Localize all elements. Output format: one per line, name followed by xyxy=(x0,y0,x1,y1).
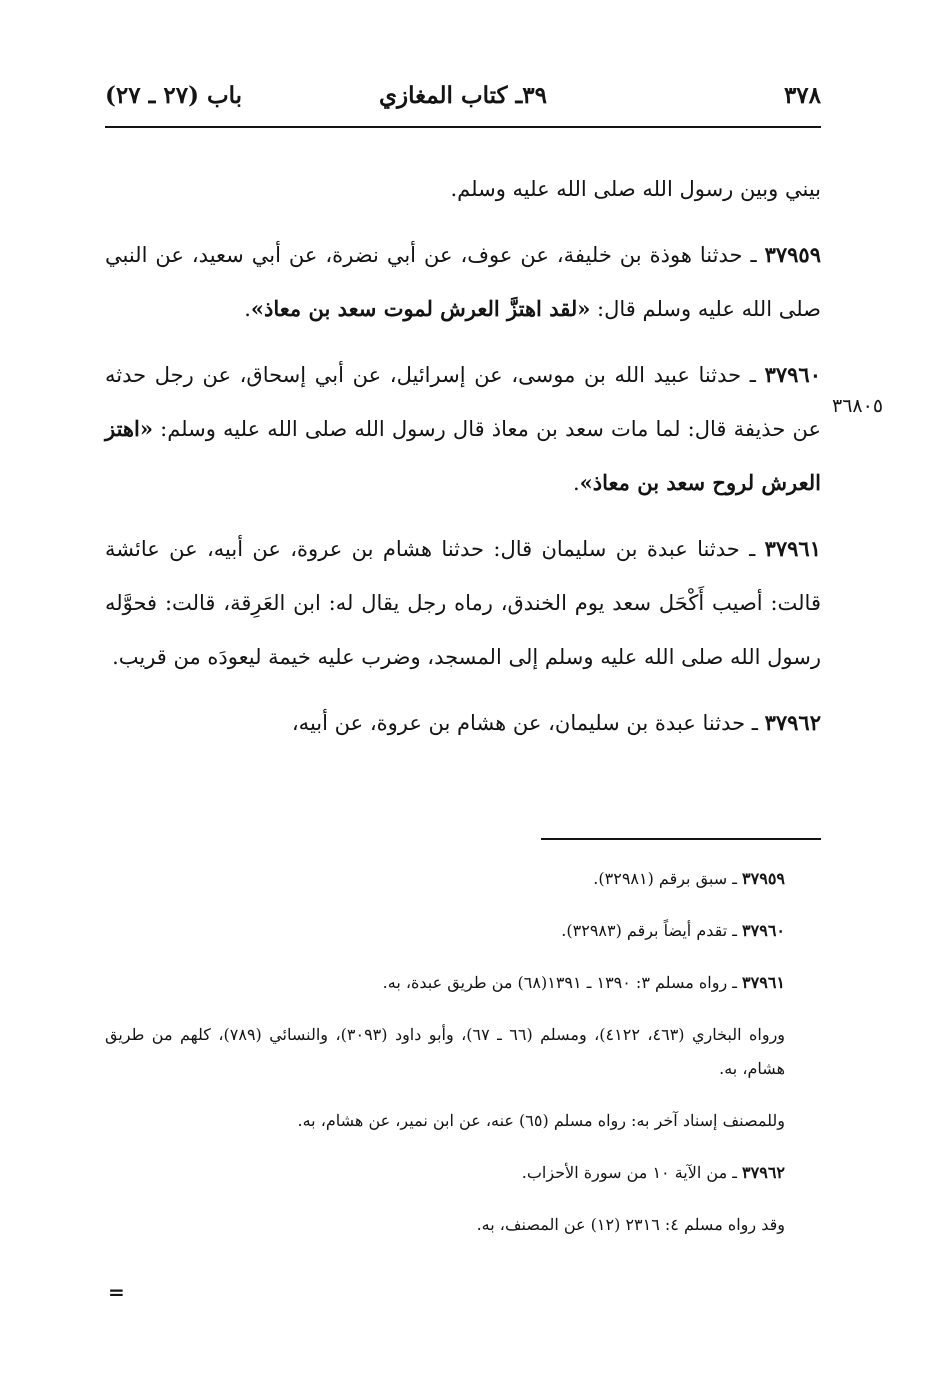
paragraph-continuation xyxy=(105,162,821,216)
hadith-number: ٣٧٩٦١ xyxy=(764,536,821,561)
margin-reference: ٣٦٨٠٥ xyxy=(832,395,884,417)
hadith-end: . xyxy=(244,297,251,321)
hadith-number: ٣٧٩٦٠ xyxy=(764,362,821,387)
hadith-quote: «لقد اهتزَّ العرش لموت سعد بن معاذ» xyxy=(250,296,591,321)
hadith-text: ـ حدثنا هوذة بن خليفة، عن عوف، عن أبي نضرة، عن أبي سعيد، عن النبي صلى الله عليه وسلم قال: xyxy=(105,243,821,321)
hadith-paragraph xyxy=(105,522,821,684)
continuation-mark: = xyxy=(108,1280,125,1304)
footnote xyxy=(105,862,785,896)
footnote xyxy=(105,966,785,1000)
footnote-number: ٣٧٩٦١ xyxy=(742,973,785,992)
hadith-text: ـ حدثنا عبدة بن سليمان، عن هشام بن عروة، عن أبيه، xyxy=(291,711,765,735)
hadith-paragraph xyxy=(105,348,821,510)
footnote xyxy=(105,1208,785,1242)
footnote-text: ـ رواه مسلم ٣: ١٣٩٠ ـ ١٣٩١(٦٨) من طريق عبدة، به. xyxy=(382,973,743,992)
footnote-text: ورواه البخاري (٤٦٣، ٤١٢٢)، ومسلم (٦٦ ـ ٦٧)، وأبو داود (٣٠٩٣)، والنسائي (٧٨٩)، كلهم من طريق هشام، به. xyxy=(105,1025,786,1078)
header-rule xyxy=(105,126,821,128)
footnote-text: ـ من الآية ١٠ من سورة الأحزاب. xyxy=(521,1163,743,1182)
footnote-text: ـ سبق برقم (٣٢٩٨١). xyxy=(593,869,743,888)
chapter-title: باب (٢٧ ـ ٢٧) xyxy=(105,82,243,109)
book-title: ٣٩ـ كتاب المغازي xyxy=(379,82,547,109)
page-number: ٣٧٨ xyxy=(783,82,821,109)
footnote-number: ٣٧٩٦٢ xyxy=(742,1163,785,1182)
footnotes xyxy=(105,862,785,1260)
hadith-end: . xyxy=(572,471,580,495)
hadith-text: ـ حدثنا عبدة بن سليمان قال: حدثنا هشام بن عروة، عن أبيه، عن عائشة قالت: أصيب أَكْحَل سعد يوم الخندق، رماه رجل يقال له: ابن العَرِقة، قالت: فحوَّله رسول الله صلى الله عليه وسلم إلى المسجد، وضرب عليه خيمة ليعودَه من قريب. xyxy=(105,537,821,669)
footnote xyxy=(105,1104,785,1138)
footnote xyxy=(105,1156,785,1190)
footnote-text: وللمصنف إسناد آخر به: رواه مسلم (٦٥) عنه، عن ابن نمير، عن هشام، به. xyxy=(297,1111,785,1130)
hadith-text: ـ حدثنا عبيد الله بن موسى، عن إسرائيل، عن أبي إسحاق، عن رجل حدثه عن حذيفة قال: لما مات سعد بن معاذ قال رسول الله صلى الله عليه وسلم: xyxy=(105,363,821,441)
running-header xyxy=(105,82,821,122)
main-text xyxy=(105,162,821,762)
footnote xyxy=(105,1018,785,1086)
footnote-number: ٣٧٩٥٩ xyxy=(742,869,785,888)
footnote-text: وقد رواه مسلم ٤: ٢٣١٦ (١٢) عن المصنف، به. xyxy=(476,1215,785,1234)
hadith-paragraph xyxy=(105,228,821,336)
hadith-number: ٣٧٩٥٩ xyxy=(764,242,821,267)
footnote-number: ٣٧٩٦٠ xyxy=(742,921,785,940)
footnote-text: ـ تقدم أيضاً برقم (٣٢٩٨٣). xyxy=(561,921,743,940)
paragraph-text: بيني وبين رسول الله صلى الله عليه وسلم. xyxy=(450,177,821,201)
footnote-rule xyxy=(541,838,821,840)
hadith-number: ٣٧٩٦٢ xyxy=(764,710,821,735)
hadith-paragraph xyxy=(105,696,821,750)
footnote xyxy=(105,914,785,948)
hadith-quote: «اهتز العرش لروح سعد بن معاذ» xyxy=(105,416,821,495)
